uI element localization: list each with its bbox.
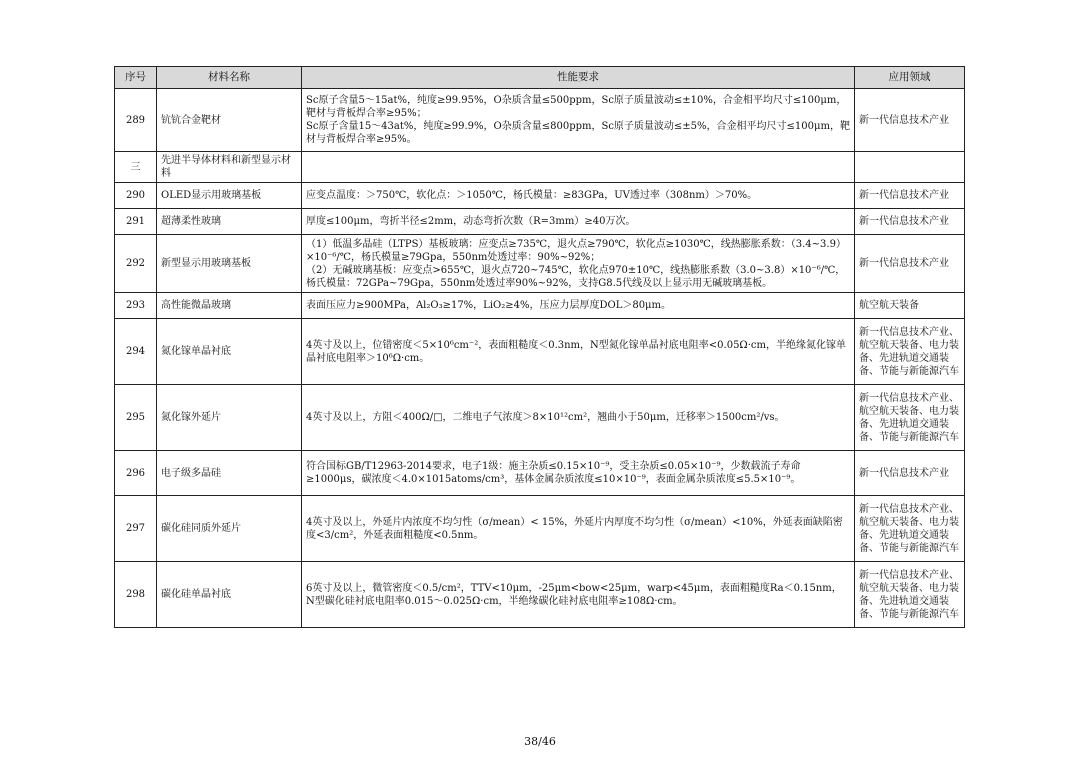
requirement-line: Sc原子含量15～43at%，纯度≥99.9%，O杂质含量≤800ppm，Sc原子质量波动≤±5%，合金相平均尺寸≤100μm，靶材与背板焊合率≥95%。 [306,121,850,145]
row-serial: 290 [115,183,157,209]
header-material-name: 材料名称 [157,67,302,89]
requirement-line: 4英寸及以上，方阻＜400Ω/□，二维电子气浓度＞8×10¹²cm²，翘曲小于50μm，迁移率＞1500cm²/vs。 [306,412,785,423]
table-row [115,89,965,152]
row-material-name: 新型显示用玻璃基板 [157,235,302,293]
row-serial: 294 [115,319,157,385]
materials-table [114,66,965,628]
row-application: 新一代信息技术产业、航空航天装备、电力装备、先进轨道交通装备、节能与新能源汽车 [855,496,965,562]
row-serial: 292 [115,235,157,293]
page-number: 38/46 [524,735,556,748]
requirement-line: 4英寸及以上，位错密度＜5×10⁶cm⁻²，表面粗糙度＜0.3nm，N型氮化镓单晶衬底电阻率<0.05Ω·cm，半绝缘氮化镓单晶衬底电阻率＞10⁶Ω·cm。 [306,339,846,364]
row-application [855,152,965,183]
row-application: 新一代信息技术产业 [855,89,965,152]
table-row [115,562,965,628]
table-row [115,293,965,319]
requirement-line: （1）低温多晶硅（LTPS）基板玻璃：应变点≥735℃，退火点≥790℃，软化点≥1030℃，线热膨胀系数：（3.4~3.9）×10⁻⁶/℃，杨氏模量≥79Gpa，550nm处透过率：90%~92%； [306,238,846,263]
row-serial: 296 [115,451,157,496]
row-requirements [302,385,855,451]
row-requirements [302,235,855,293]
row-material-name: 先进半导体材料和新型显示材料 [157,152,302,183]
table-row [115,496,965,562]
row-application: 新一代信息技术产业 [855,209,965,235]
table-row [115,451,965,496]
row-material-name: 高性能微晶玻璃 [157,293,302,319]
table-header-row [115,67,965,89]
header-serial: 序号 [115,67,157,89]
row-requirements [302,496,855,562]
row-serial: 298 [115,562,157,628]
header-application-field: 应用领域 [855,67,965,89]
table-row [115,385,965,451]
requirement-line: 4英寸及以上，外延片内浓度不均匀性（σ/mean）< 15%，外延片内厚度不均匀性（σ/mean）<10%，外延表面缺陷密度<3/cm²，外延表面粗糙度<0.5nm。 [306,516,843,541]
requirement-line: 表面压应力≥900MPa，Al₂O₃≥17%，LiO₂≥4%，压应力层厚度DOL＞80μm。 [306,300,672,311]
requirement-line: 6英寸及以上，微管密度＜0.5/cm²，TTV<10μm，-25μm<bow<25μm，warp<45μm，表面粗糙度Ra＜0.15nm，N型碳化硅衬底电阻率0.015～0.025Ω·cm，半绝缘碳化硅衬底电阻率≥108Ω·cm。 [306,582,842,607]
row-application: 新一代信息技术产业、航空航天装备、电力装备、先进轨道交通装备、节能与新能源汽车 [855,562,965,628]
row-requirements [302,319,855,385]
row-serial: 291 [115,209,157,235]
row-serial: 三 [115,152,157,183]
table-body [115,89,965,628]
row-material-name: 电子级多晶硅 [157,451,302,496]
requirement-line: 厚度≤100μm，弯折半径≤2mm，动态弯折次数（R=3mm）≥40万次。 [306,216,636,227]
table-row [115,319,965,385]
row-serial: 289 [115,89,157,152]
row-serial: 295 [115,385,157,451]
row-application: 新一代信息技术产业、航空航天装备、电力装备、先进轨道交通装备、节能与新能源汽车 [855,319,965,385]
row-requirements [302,293,855,319]
row-requirements [302,451,855,496]
table-row [115,235,965,293]
row-requirements [302,89,855,152]
row-serial: 293 [115,293,157,319]
row-requirements [302,562,855,628]
row-application: 新一代信息技术产业 [855,183,965,209]
requirement-line: 应变点温度：＞750℃，软化点：＞1050℃，杨氏模量：≥83GPa，UV透过率（308nm）＞70%。 [306,190,758,201]
table-row [115,183,965,209]
requirement-line: 符合国标GB/T12963-2014要求，电子1级：施主杂质≤0.15×10⁻⁹，受主杂质≤0.05×10⁻⁹，少数载流子寿命≥1000μs，碳浓度＜4.0×1015atoms/cm³，基体金属杂质浓度≤10×10⁻⁹，表面金属杂质浓度≤5.5×10⁻⁹。 [306,461,801,485]
row-material-name: 碳化硅同质外延片 [157,496,302,562]
row-material-name: OLED显示用玻璃基板 [157,183,302,209]
row-application: 新一代信息技术产业、航空航天装备、电力装备、先进轨道交通装备、节能与新能源汽车 [855,385,965,451]
row-requirements [302,209,855,235]
row-application: 新一代信息技术产业 [855,235,965,293]
category-row [115,152,965,183]
row-material-name: 钪钪合金靶材 [157,89,302,152]
row-requirements [302,152,855,183]
row-material-name: 氮化镓单晶衬底 [157,319,302,385]
table-row [115,209,965,235]
row-material-name: 超薄柔性玻璃 [157,209,302,235]
requirement-line: （2）无碱玻璃基板：应变点>655℃，退火点720~745℃，软化点970±10℃，线热膨胀系数（3.0~3.8）×10⁻⁶/℃，杨氏模量：72GPa~79Gpa，550nm处透过率90%~92%，支持G8.5代线及以上显示用无碱玻璃基板。 [306,264,846,289]
row-application: 新一代信息技术产业 [855,451,965,496]
row-material-name: 碳化硅单晶衬底 [157,562,302,628]
row-serial: 297 [115,496,157,562]
header-performance-requirements: 性能要求 [302,67,855,89]
row-material-name: 氮化镓外延片 [157,385,302,451]
row-application: 航空航天装备 [855,293,965,319]
requirement-line: Sc原子含量5～15at%，纯度≥99.95%，O杂质含量≤500ppm，Sc原子质量波动≤±10%，合金相平均尺寸≤100μm，靶材与背板焊合率≥95%； [306,95,847,119]
row-requirements [302,183,855,209]
